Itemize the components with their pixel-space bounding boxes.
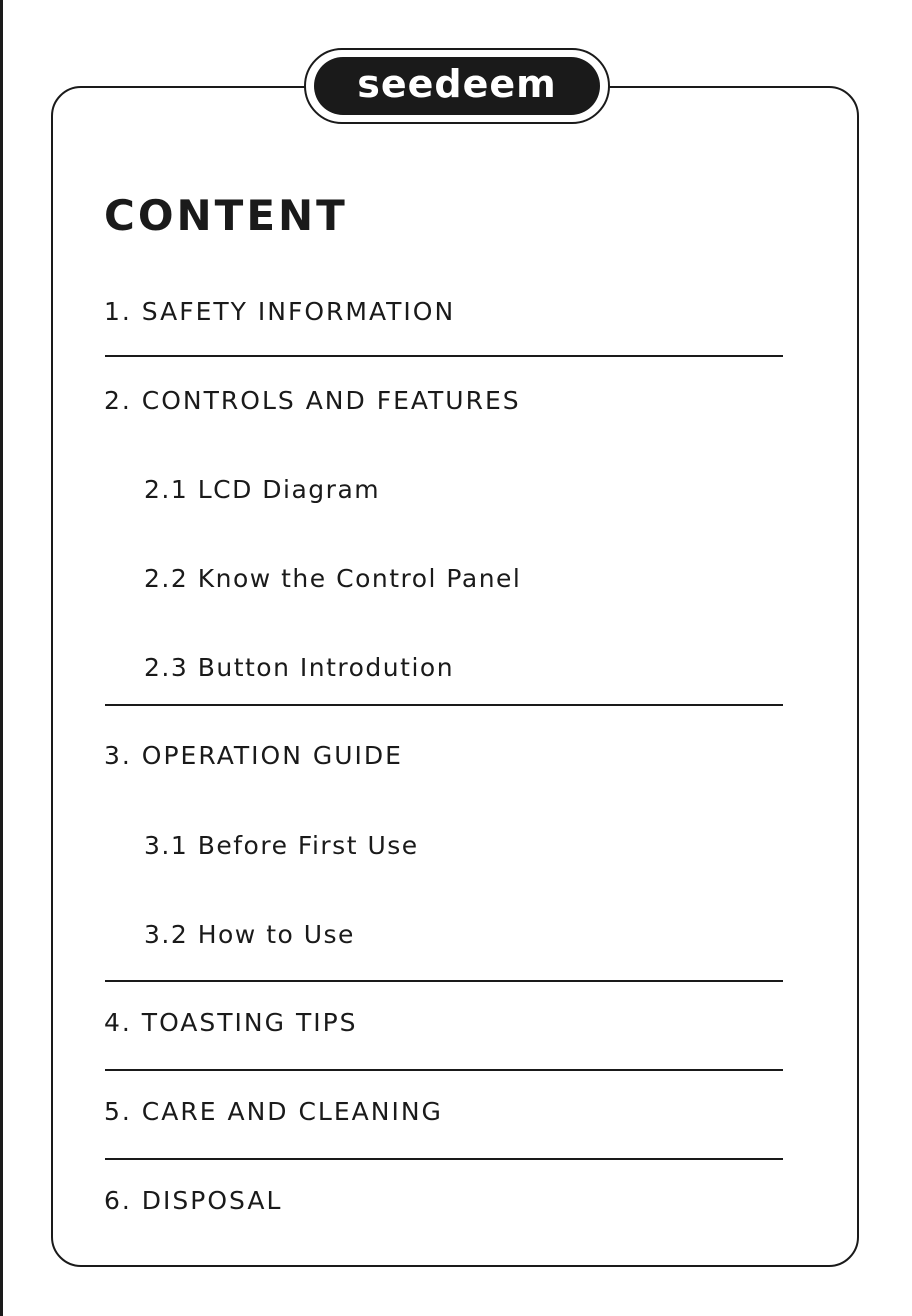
toc-divider: [105, 980, 783, 982]
brand-logo-text: seedeem: [357, 62, 557, 106]
toc-divider: [105, 704, 783, 706]
toc-entry-safety-information[interactable]: 1. SAFETY INFORMATION: [104, 297, 456, 326]
toc-entry-controls-and-features[interactable]: 2. CONTROLS AND FEATURES: [104, 386, 521, 415]
page-edge: [0, 0, 3, 1316]
toc-entry-toasting-tips[interactable]: 4. TOASTING TIPS: [104, 1008, 358, 1037]
brand-logo-badge: [314, 57, 600, 115]
toc-entry-how-to-use[interactable]: 3.2 How to Use: [144, 920, 355, 949]
brand-logo: [304, 48, 610, 124]
page-title: CONTENT: [104, 191, 348, 240]
toc-entry-control-panel[interactable]: 2.2 Know the Control Panel: [144, 564, 522, 593]
toc-entry-operation-guide[interactable]: 3. OPERATION GUIDE: [104, 741, 403, 770]
toc-entry-disposal[interactable]: 6. DISPOSAL: [104, 1186, 283, 1215]
toc-entry-button-introduction[interactable]: 2.3 Button Introdution: [144, 653, 455, 682]
toc-divider: [105, 355, 783, 357]
toc-entry-lcd-diagram[interactable]: 2.1 LCD Diagram: [144, 475, 381, 504]
toc-divider: [105, 1158, 783, 1160]
toc-entry-care-and-cleaning[interactable]: 5. CARE AND CLEANING: [104, 1097, 443, 1126]
toc-entry-before-first-use[interactable]: 3.1 Before First Use: [144, 831, 419, 860]
toc-divider: [105, 1069, 783, 1071]
